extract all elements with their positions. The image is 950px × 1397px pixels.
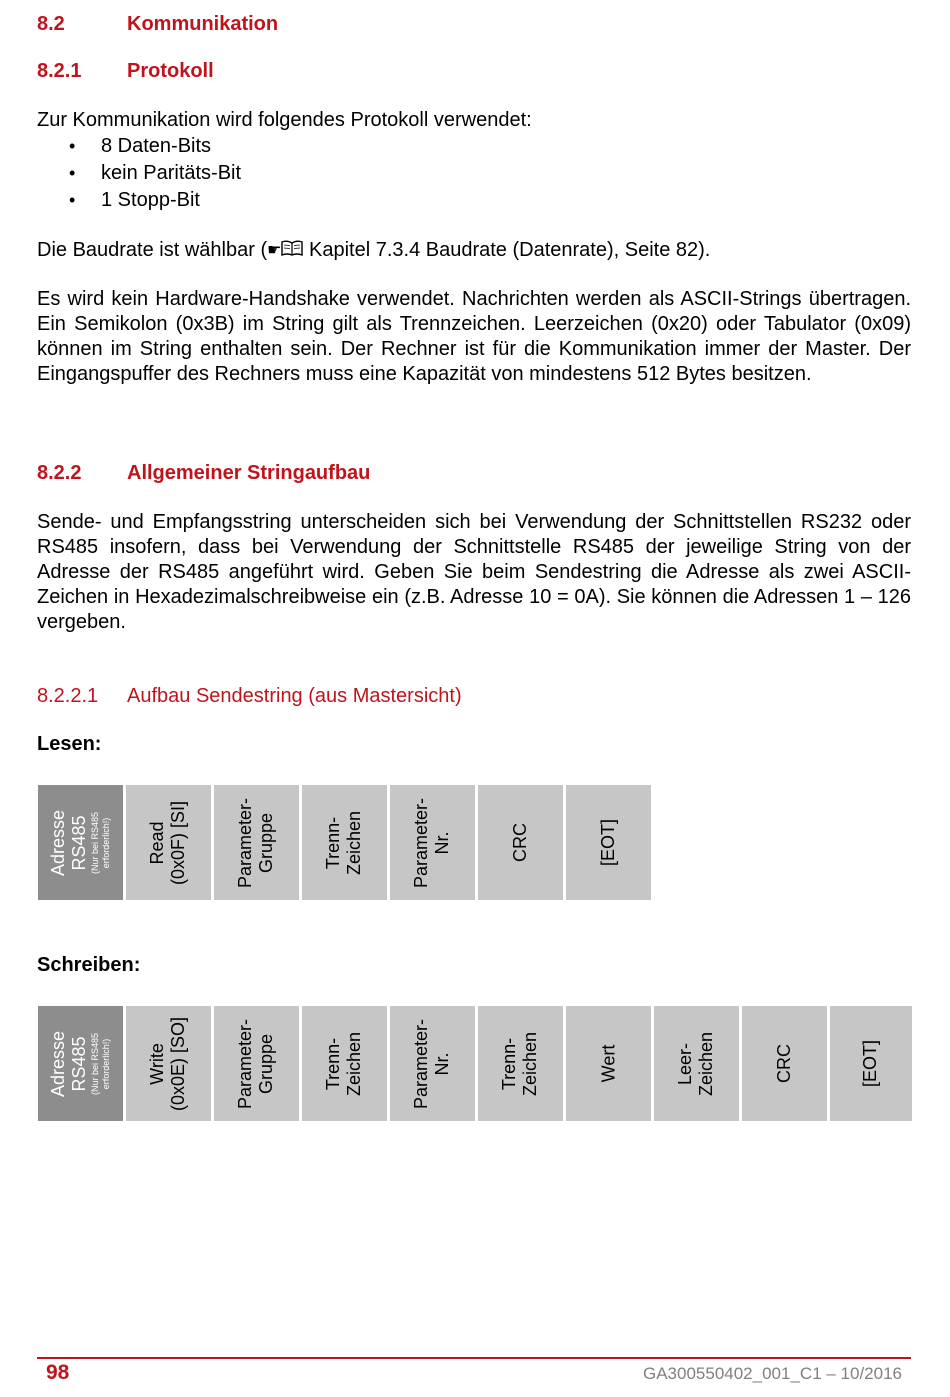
string-paragraph: Sende- und Empfangsstring unterscheiden sich bei Verwendung der Schnittstellen RS232 oder RS485 insofern, dass bei Verwendung der Schnittstelle RS485 der jeweilige String von der Adresse der RS485 angeführt wird. Geben Sie beim Sendestring die Adresse als zwei ASCII-Zeichen in Hexadezimalschreibweise ein (z.B. Adresse 10 = 0A). Sie können die Adressen 1 – 126 vergeben. xyxy=(37,511,911,633)
cell-eot xyxy=(566,785,651,900)
cell-crc xyxy=(478,785,563,900)
document-code: GA300550402_001_C1 – 10/2016 xyxy=(642,1364,902,1383)
section-number: 8.2.2.1 xyxy=(37,685,99,707)
cell-separator xyxy=(302,1006,387,1121)
cell-note-1: (Nur bei RS485 xyxy=(90,811,101,874)
schreiben-label: Schreiben: xyxy=(37,954,141,976)
cell-line1: Leer- xyxy=(675,1042,696,1085)
cell-line2: RS485 xyxy=(69,1035,90,1092)
cell-line1: Parameter- xyxy=(411,1018,432,1109)
section-number: 8.2.1 xyxy=(37,60,82,82)
cell-line1: Adresse xyxy=(48,809,69,876)
baudrate-suffix: Kapitel 7.3.4 Baudrate (Datenrate), Seite 82). xyxy=(303,239,711,261)
lesen-string-diagram xyxy=(38,785,650,900)
cell-line2: Nr. xyxy=(432,831,453,855)
cell-line1: Wert xyxy=(597,1044,618,1083)
section-title: Allgemeiner Stringaufbau xyxy=(127,462,371,484)
section-heading-8-2-2-1 xyxy=(37,685,737,711)
cell-note-1: (Nur bei RS485 xyxy=(90,1032,101,1095)
section-title: Aufbau Sendestring (aus Mastersicht) xyxy=(127,685,462,707)
section-heading-8-2-1 xyxy=(37,60,637,86)
cell-separator xyxy=(302,785,387,900)
cell-line1: Parameter- xyxy=(411,797,432,888)
list-item: • 1 Stopp-Bit xyxy=(37,187,911,214)
cell-line1: [EOT] xyxy=(597,818,618,867)
cell-line1: Trenn- xyxy=(499,1037,520,1090)
cell-note-2: erforderlich!) xyxy=(101,1038,112,1089)
cell-note-2: erforderlich!) xyxy=(101,817,112,868)
cell-value xyxy=(566,1006,651,1121)
cell-line1: CRC xyxy=(774,1044,794,1083)
cell-eot xyxy=(830,1006,912,1121)
cell-line1: Parameter- xyxy=(235,797,256,888)
cell-line1: Trenn- xyxy=(323,816,344,869)
cell-line2: Zeichen xyxy=(344,1031,365,1096)
page-number: 98 xyxy=(46,1361,70,1384)
cell-parameter-group xyxy=(214,1006,299,1121)
protocol-intro: Zur Kommunikation wird folgendes Protokoll verwendet: xyxy=(37,109,532,131)
cell-line1: [EOT] xyxy=(860,1039,881,1088)
cell-line1: Adresse xyxy=(48,1030,69,1097)
cell-line1: Read xyxy=(147,820,168,865)
footer-rule xyxy=(37,1357,911,1359)
cell-address-rs485 xyxy=(38,785,123,900)
baudrate-text xyxy=(37,237,911,263)
cell-line1: Write xyxy=(147,1042,168,1085)
cell-line2: (0x0E) [SO] xyxy=(168,1016,189,1111)
section-heading-8-2-2 xyxy=(37,462,737,488)
schreiben-string-diagram xyxy=(38,1006,912,1121)
baudrate-prefix: Die Baudrate ist wählbar ( xyxy=(37,239,268,261)
cell-space xyxy=(654,1006,739,1121)
cell-address-rs485 xyxy=(38,1006,123,1121)
section-number: 8.2 xyxy=(37,13,65,35)
cell-line2: Zeichen xyxy=(520,1031,541,1096)
section-heading-8-2 xyxy=(37,13,637,39)
lesen-label: Lesen: xyxy=(37,733,102,755)
book-icon xyxy=(281,237,303,262)
section-title: Protokoll xyxy=(127,60,214,82)
cell-parameter-number xyxy=(390,1006,475,1121)
cell-read xyxy=(126,785,211,900)
cell-line1: CRC xyxy=(510,823,530,862)
cell-separator xyxy=(478,1006,563,1121)
list-item: • 8 Daten-Bits xyxy=(37,133,911,160)
protocol-list xyxy=(37,133,911,214)
cell-line2: RS485 xyxy=(69,814,90,871)
cell-line2: Gruppe xyxy=(256,1033,277,1094)
cell-line2: Zeichen xyxy=(696,1031,717,1096)
handshake-paragraph: Es wird kein Hardware-Handshake verwendet. Nachrichten werden als ASCII-Strings übertragen. Ein Semikolon (0x3B) im String gilt als Trennzeichen. Leerzeichen (0x20) oder Tabulator (0x09) können im String enthalten sein. Der Rechner ist für die Kommunikation immer der Master. Der Eingangspuffer des Rechners muss eine Kapazität von mindestens 512 Bytes besitzen. xyxy=(37,288,911,385)
cell-line2: Zeichen xyxy=(344,810,365,875)
cell-line1: Parameter- xyxy=(235,1018,256,1109)
cell-line2: Nr. xyxy=(432,1052,453,1076)
cell-line2: Gruppe xyxy=(256,812,277,873)
list-item: • kein Paritäts-Bit xyxy=(37,160,911,187)
section-title: Kommunikation xyxy=(127,13,279,35)
cell-line2: (0x0F) [SI] xyxy=(168,800,189,885)
section-number: 8.2.2 xyxy=(37,462,82,484)
cell-line1: Trenn- xyxy=(323,1037,344,1090)
cell-crc xyxy=(742,1006,827,1121)
cell-write xyxy=(126,1006,211,1121)
cell-parameter-number xyxy=(390,785,475,900)
hand-pointer-icon: ☛ xyxy=(267,240,282,259)
cell-parameter-group xyxy=(214,785,299,900)
